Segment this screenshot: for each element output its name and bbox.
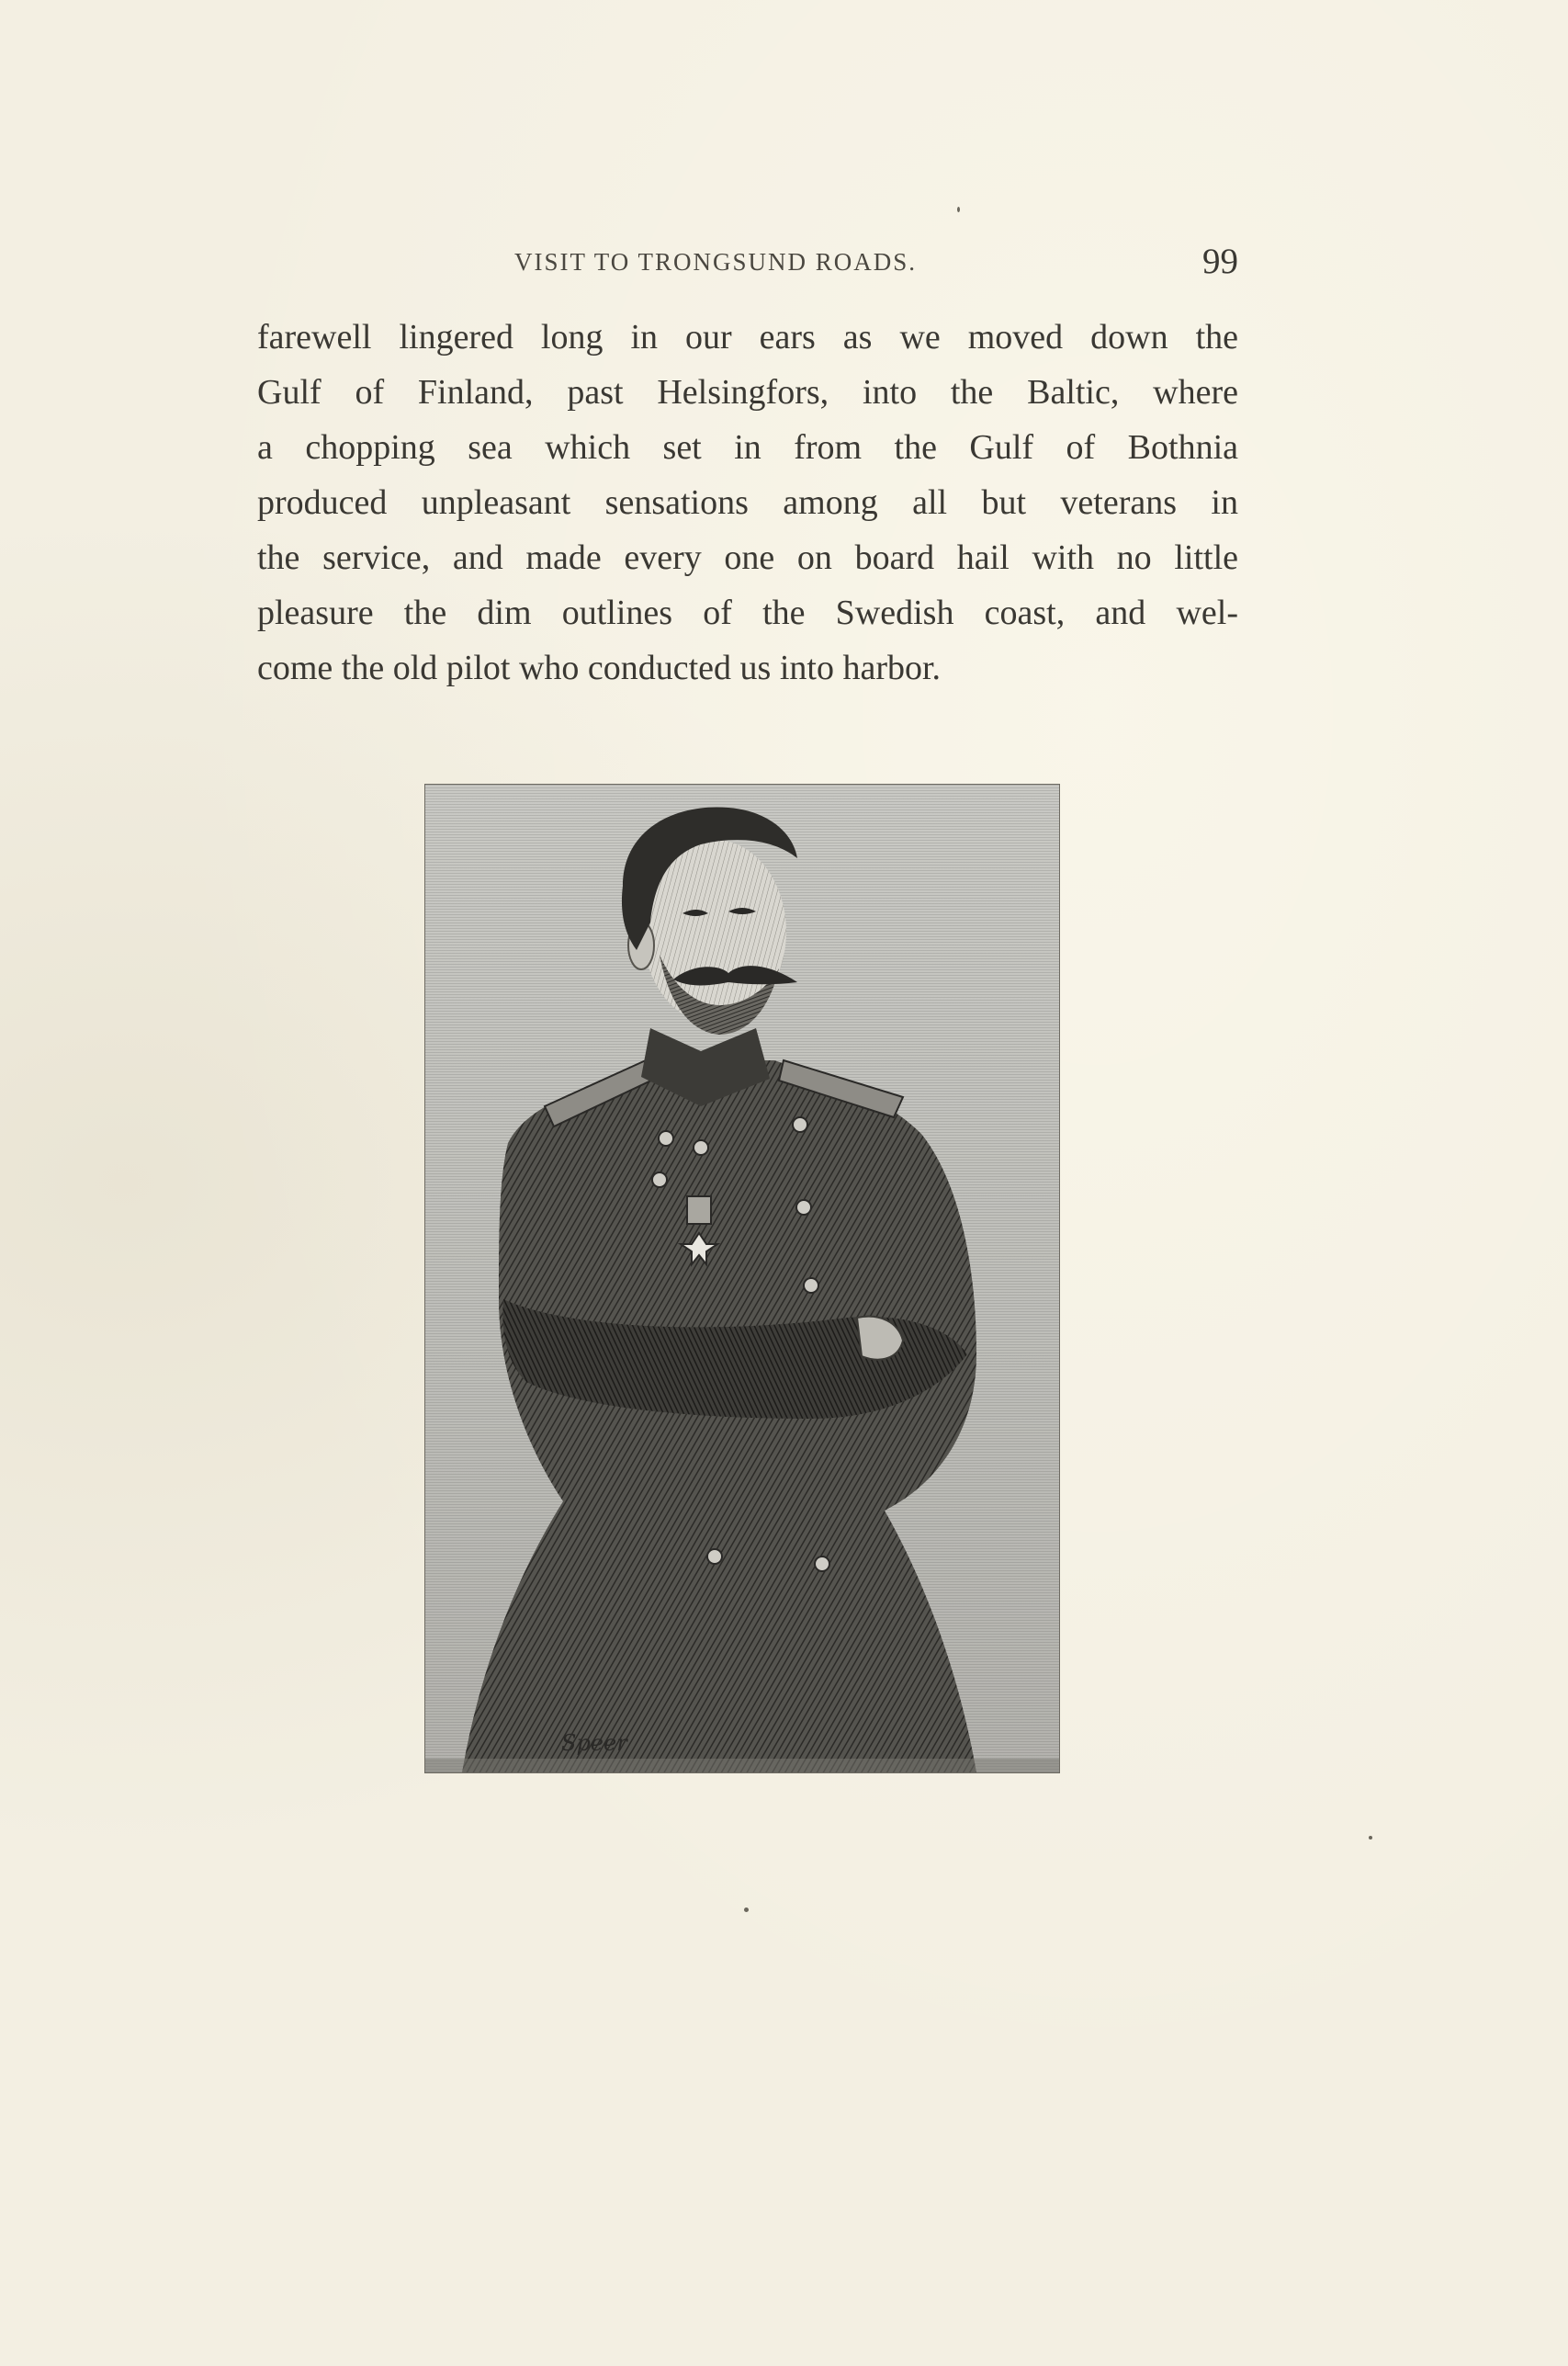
text-line: produced unpleasant sensations among all but veterans in <box>257 483 1238 522</box>
text-line: farewell lingered long in our ears as we moved down the <box>257 318 1238 357</box>
body-paragraph <box>257 310 1238 696</box>
portrait-engraving <box>425 785 1059 1772</box>
paper-speck <box>1369 1836 1372 1840</box>
paper-speck <box>744 1908 749 1912</box>
text-line: Gulf of Finland, past Helsingfors, into the Baltic, where <box>257 373 1238 412</box>
running-header <box>257 241 1238 287</box>
engraved-portrait-plate <box>424 784 1060 1773</box>
page-number: 99 <box>1202 242 1238 281</box>
text-line: pleasure the dim outlines of the Swedish coast, and wel- <box>257 594 1238 632</box>
paper-speck <box>957 207 960 212</box>
text-line: the service, and made every one on board hail with no little <box>257 538 1238 577</box>
running-title: VISIT TO TRONGSUND ROADS. <box>514 248 918 276</box>
engraver-signature: Speer <box>561 1730 627 1756</box>
text-line: come the old pilot who conducted us into harbor. <box>257 649 942 687</box>
text-line: a chopping sea which set in from the Gulf of Bothnia <box>257 428 1238 467</box>
